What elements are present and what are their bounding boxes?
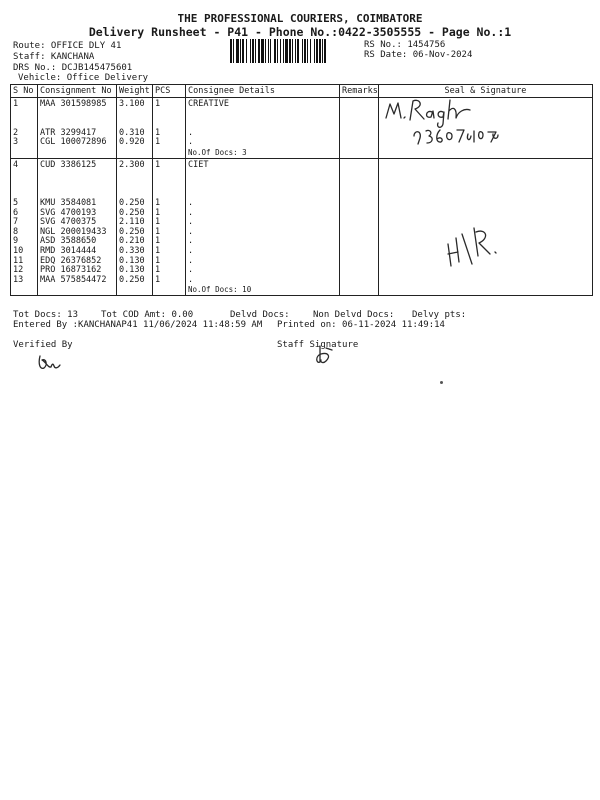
handwritten-name-phone (380, 92, 500, 148)
table-cell-text: 0.250 (119, 207, 145, 218)
runsheet-body (11, 98, 593, 296)
barcode-bar (289, 39, 291, 63)
table-cell-text: 13 (13, 274, 24, 285)
table-cell-text: 12 (13, 265, 24, 276)
table-cell-text: 2.110 (119, 217, 145, 228)
table-cell-text: 1 (155, 236, 161, 247)
table-cell-text: . (188, 245, 194, 256)
entered-by: Entered By :KANCHANAP41 11/06/2024 11:48:59 AM (13, 320, 263, 330)
barcode-bar (307, 39, 308, 63)
barcode-bar (246, 39, 247, 63)
table-cell-text: EDQ 26376852 (40, 255, 102, 266)
table-cell-text: SVG 4700375 (40, 217, 97, 228)
table-cell-text: MAA 301598985 (40, 99, 107, 109)
barcode-bar (314, 39, 315, 63)
runsheet-table (10, 84, 593, 296)
table-cell-text: CGL 100072896 (40, 137, 107, 148)
table-cell-text: . (188, 207, 194, 218)
barcode-bar (261, 39, 264, 63)
consignment-cell (38, 158, 117, 295)
barcode-bar (242, 39, 244, 63)
col-header-weight: Weight (117, 85, 153, 98)
table-cell-text: MAA 575854472 (40, 274, 107, 285)
barcode-bar (230, 39, 232, 63)
barcode-bar (277, 39, 278, 63)
table-cell-text: 1 (155, 255, 161, 266)
table-cell-text: . (188, 236, 194, 247)
table-cell-text: 9 (13, 236, 19, 247)
table-cell-text: ASD 3588650 (40, 236, 97, 247)
rs-date: RS Date: 06-Nov-2024 (364, 50, 473, 60)
vehicle-label: Vehicle: Office Delivery (18, 73, 149, 83)
table-cell-text: ATR 3299417 (40, 127, 97, 138)
rs-number: RS No.: 1454756 (364, 40, 446, 50)
printed-on: Printed on: 06-11-2024 11:49:14 (277, 320, 445, 330)
sno-cell (11, 158, 38, 295)
col-header-seal: Seal & Signature (379, 85, 593, 98)
table-cell-text: 0.310 (119, 127, 145, 138)
table-cell-text: . (188, 274, 194, 285)
consignment-cell (38, 98, 117, 159)
table-cell-text: 5 (13, 197, 19, 208)
barcode-bar (270, 39, 271, 63)
total-docs: Tot Docs: 13 (13, 310, 79, 320)
table-cell-text: . (188, 265, 194, 276)
total-cod-amount: Tot COD Amt: 0.00 (101, 310, 194, 320)
table-cell-text: 1 (155, 245, 161, 256)
barcode-bar (324, 39, 326, 63)
table-cell-text: 1 (155, 159, 161, 170)
table-cell-text: CREATIVE (188, 99, 229, 109)
table-cell-text: 1 (155, 127, 161, 138)
table-cell-text: 0.130 (119, 265, 145, 276)
verified-by-signature (36, 352, 64, 374)
staff-signature-label: Staff Signature (277, 340, 359, 350)
table-cell-text: SVG 4700193 (40, 207, 97, 218)
barcode-bar (252, 39, 254, 63)
docs-count: No.Of Docs: 10 (188, 285, 252, 295)
table-cell-text: 3.100 (119, 99, 145, 109)
table-cell-text: 7 (13, 217, 19, 228)
docs-count: No.Of Docs: 3 (188, 147, 247, 157)
runsheet-title: Delivery Runsheet - P41 - Phone No.:0422-3505555 - Page No.:1 (88, 25, 512, 39)
col-header-consignment: Consignment No (38, 85, 117, 98)
verified-by-label: Verified By (13, 340, 73, 350)
barcode-bar (310, 39, 311, 63)
staff-signature-mark (312, 342, 340, 368)
barcode-icon (230, 39, 358, 63)
barcode-bar (283, 39, 284, 63)
staff-label: Staff: KANCHANA (13, 52, 95, 62)
barcode-bar (274, 39, 276, 63)
consignee-cell (186, 98, 340, 159)
table-cell-text: RMD 3014444 (40, 245, 97, 256)
barcode-bar (255, 39, 256, 63)
weight-cell (117, 98, 153, 159)
table-cell-text: 8 (13, 226, 19, 237)
weight-cell (117, 158, 153, 295)
paper-speck (440, 381, 443, 384)
pcs-cell (153, 158, 186, 295)
table-cell-text: CIET (188, 159, 209, 170)
table-cell-text: 0.250 (119, 274, 145, 285)
non-delivered-docs: Non Delvd Docs: (313, 310, 395, 320)
barcode-bar (240, 39, 241, 63)
barcode-bar (268, 39, 269, 63)
table-cell-text: 2 (13, 127, 19, 138)
barcode-bar (316, 39, 318, 63)
remarks-cell (340, 158, 379, 295)
table-cell-text: . (188, 197, 194, 208)
table-cell-text: . (188, 137, 194, 148)
pcs-cell (153, 98, 186, 159)
table-cell-text: CUD 3386125 (40, 159, 97, 170)
table-cell-text: 1 (13, 99, 19, 109)
remarks-cell (340, 98, 379, 159)
table-cell-text: . (188, 226, 194, 237)
table-cell-text: 0.250 (119, 226, 145, 237)
barcode-bar (236, 39, 239, 63)
col-header-consignee: Consignee Details (186, 85, 340, 98)
table-cell-text: 1 (155, 274, 161, 285)
table-cell-text: 1 (155, 137, 161, 148)
table-cell-text: 4 (13, 159, 19, 170)
table-cell-text: . (188, 255, 194, 266)
table-cell-text: 10 (13, 245, 24, 256)
table-cell-text: 0.330 (119, 245, 145, 256)
barcode-bar (250, 39, 251, 63)
barcode-bar (265, 39, 266, 63)
table-cell-text: 11 (13, 255, 24, 266)
table-cell-text: 1 (155, 197, 161, 208)
barcode-bar (304, 39, 306, 63)
barcode-bar (295, 39, 296, 63)
col-header-pcs: PCS (153, 85, 186, 98)
delivered-docs: Delvd Docs: (230, 310, 290, 320)
col-header-remarks: Remarks (340, 85, 379, 98)
barcode-bar (285, 39, 288, 63)
handwritten-mark (442, 224, 504, 270)
barcode-bar (322, 39, 323, 63)
table-cell-text: 1 (155, 99, 161, 109)
table-header-row (11, 85, 593, 98)
barcode-bar (233, 39, 234, 63)
consignee-cell (186, 158, 340, 295)
table-cell-text: 1 (155, 207, 161, 218)
table-row-group (11, 98, 593, 159)
company-name: THE PROFESSIONAL COURIERS, COIMBATORE (177, 12, 423, 25)
barcode-bar (319, 39, 321, 63)
route-label: Route: OFFICE DLY 41 (13, 41, 122, 51)
delivery-points: Delvy pts: (412, 310, 467, 320)
table-row-group (11, 158, 593, 295)
barcode-bar (302, 39, 303, 63)
table-cell-text: 0.130 (119, 255, 145, 266)
table-cell-text: 0.210 (119, 236, 145, 247)
drs-number: DRS No.: DCJB145475601 (13, 63, 133, 73)
table-cell-text: 1 (155, 217, 161, 228)
table-cell-text: 6 (13, 207, 19, 218)
table-cell-text: KMU 3584081 (40, 197, 97, 208)
barcode-bar (292, 39, 293, 63)
barcode-bar (297, 39, 299, 63)
col-header-sno: S No (11, 85, 38, 98)
table-cell-text: . (188, 217, 194, 228)
sno-cell (11, 98, 38, 159)
table-cell-text: 3 (13, 137, 19, 148)
table-cell-text: 0.920 (119, 137, 145, 148)
table-cell-text: . (188, 127, 194, 138)
table-cell-text: 0.250 (119, 197, 145, 208)
table-cell-text: 1 (155, 226, 161, 237)
table-cell-text: PRO 16873162 (40, 265, 102, 276)
barcode-bar (280, 39, 281, 63)
table-cell-text: NGL 200019433 (40, 226, 107, 237)
table-cell-text: 2.300 (119, 159, 145, 170)
table-cell-text: 1 (155, 265, 161, 276)
barcode-bar (258, 39, 260, 63)
